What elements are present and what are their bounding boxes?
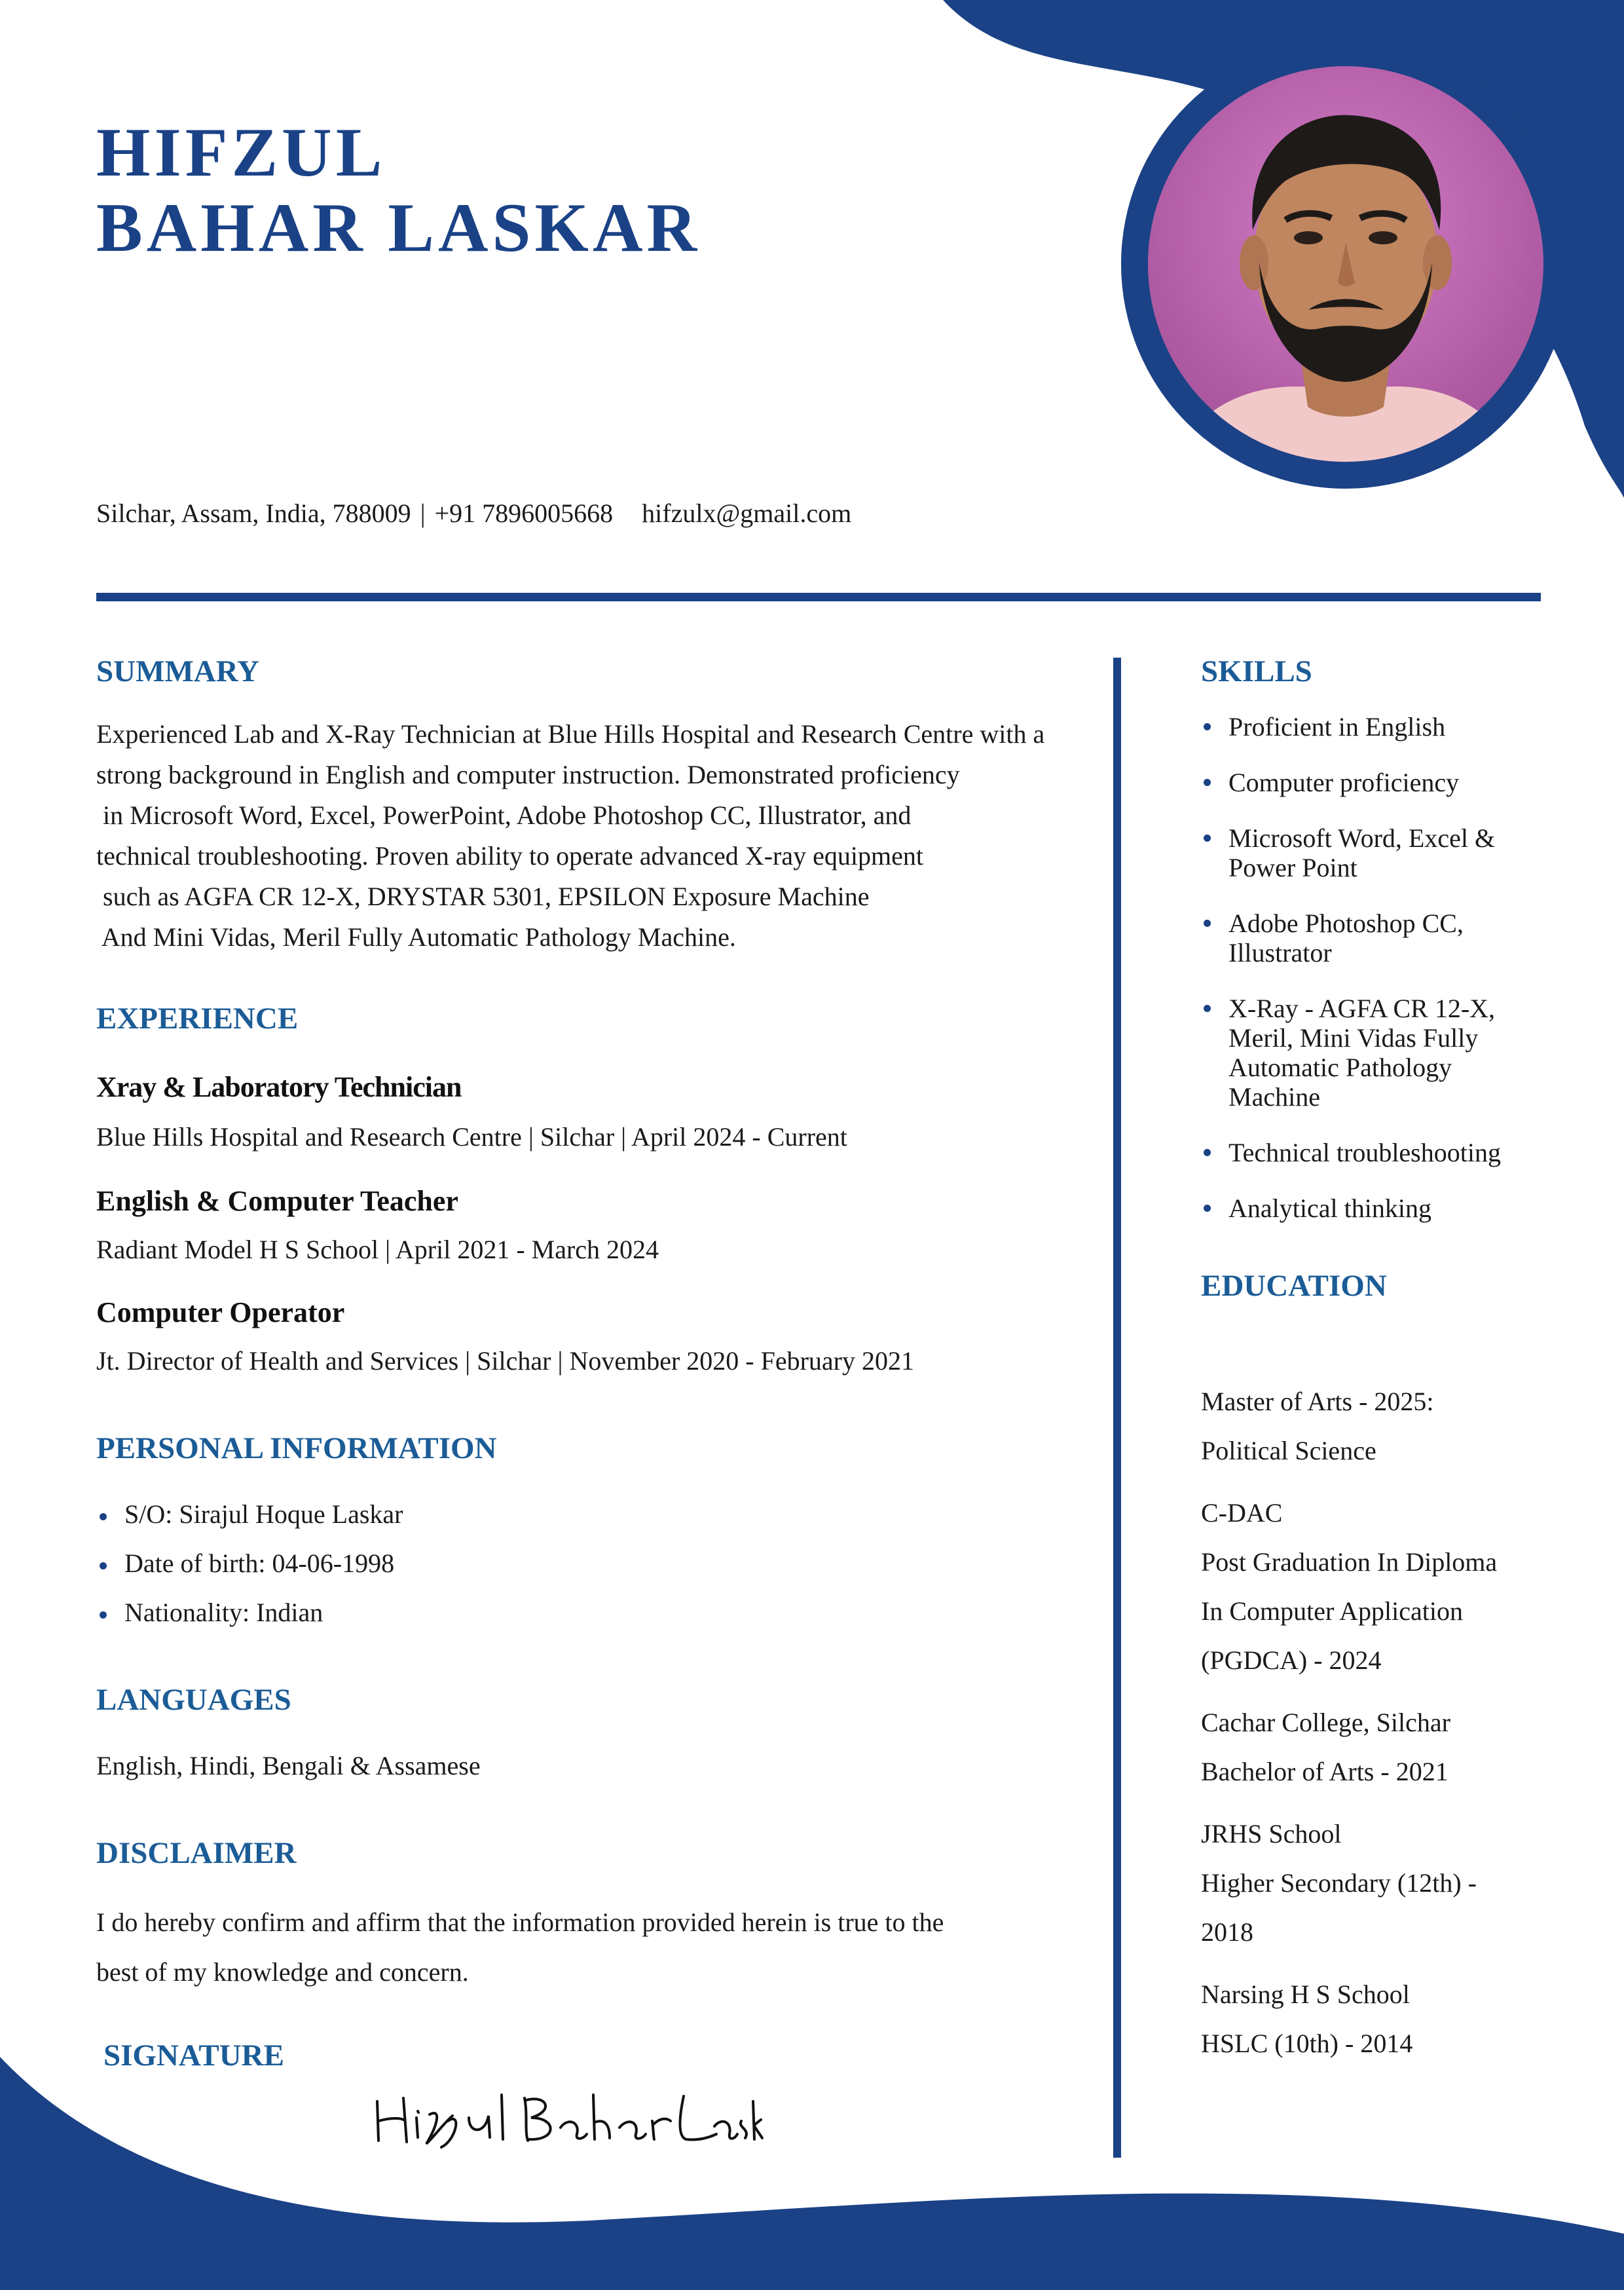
list-item: Nationality: Indian: [124, 1597, 403, 1646]
portrait-illustration: [1148, 66, 1543, 462]
disclaimer-text: [96, 1898, 944, 1997]
summary-line: such as AGFA CR 12-X, DRYSTAR 5301, EPSILON Exposure Machine: [96, 882, 870, 911]
education-entry: Master of Arts - 2025: Political Science: [1201, 1387, 1434, 1465]
disclaimer-line: I do hereby confirm and affirm that the information provided herein is true to the: [96, 1907, 944, 1937]
handwritten-signature: [371, 2082, 764, 2154]
bullet-dot-icon: [1204, 779, 1211, 786]
list-item: Technical troubleshooting: [1228, 1138, 1530, 1167]
languages-text: English, Hindi, Bengali & Assamese: [96, 1751, 481, 1780]
job-title: English & Computer Teacher: [96, 1185, 458, 1217]
skills-list: [1228, 712, 1530, 1249]
signature-heading: SIGNATURE: [103, 2038, 284, 2073]
list-item: Date of birth: 04-06-1998: [124, 1548, 403, 1597]
bottom-wave: [0, 2057, 1624, 2290]
bullet-dot-icon: [1204, 1005, 1211, 1012]
list-item: X-Ray - AGFA CR 12-X, Meril, Mini Vidas Fully Automatic Pathology Machine: [1228, 994, 1530, 1112]
bullet-dot-icon: [1204, 835, 1211, 842]
disclaimer-heading: DISCLAIMER: [96, 1836, 297, 1870]
personal-information-list: [124, 1499, 403, 1646]
job-detail: Jt. Director of Health and Services | Silchar | November 2020 - February 2021: [96, 1346, 915, 1376]
list-item: Analytical thinking: [1228, 1193, 1530, 1223]
list-item: S/O: Sirajul Hoque Laskar: [124, 1499, 403, 1548]
summary-line: strong background in English and computer instruction. Demonstrated proficiency: [96, 760, 960, 789]
bullet-dot-icon: [100, 1562, 107, 1569]
header-divider: [96, 593, 1541, 601]
job-detail: Blue Hills Hospital and Research Centre | Silchar | April 2024 - Current: [96, 1122, 847, 1152]
skills-heading: SKILLS: [1201, 654, 1312, 688]
list-item: Computer proficiency: [1228, 768, 1530, 797]
summary-heading: SUMMARY: [96, 654, 259, 688]
disclaimer-line: best of my knowledge and concern.: [96, 1957, 469, 1987]
column-divider: [1113, 658, 1121, 2158]
list-item: Adobe Photoshop CC, Illustrator: [1228, 909, 1530, 967]
experience-heading: EXPERIENCE: [96, 1002, 299, 1036]
bullet-dot-icon: [100, 1611, 107, 1619]
bullet-dot-icon: [100, 1513, 107, 1520]
contact-separator: |: [420, 498, 426, 528]
summary-line: in Microsoft Word, Excel, PowerPoint, Adobe Photoshop CC, Illustrator, and: [96, 800, 912, 830]
job-title: Computer Operator: [96, 1296, 345, 1328]
education-list: [1201, 1377, 1497, 2081]
education-entry: JRHS School Higher Secondary (12th) - 2018: [1201, 1819, 1477, 1947]
name-first-line: HIFZUL: [96, 114, 386, 191]
email-address: hifzulx@gmail.com: [642, 498, 852, 528]
contact-line: [96, 498, 851, 529]
education-entry: Narsing H S School HSLC (10th) - 2014: [1201, 1980, 1413, 2058]
job-detail: Radiant Model H S School | April 2021 - March 2024: [96, 1235, 659, 1264]
phone-number: +91 7896005668: [434, 498, 614, 528]
education-entry: Cachar College, Silchar Bachelor of Arts - 2021: [1201, 1708, 1450, 1786]
address: Silchar, Assam, India, 788009: [96, 498, 411, 528]
summary-line: Experienced Lab and X-Ray Technician at Blue Hills Hospital and Research Centre with a: [96, 719, 1045, 749]
name-second-line: BAHAR LASKAR: [96, 189, 701, 266]
languages-heading: LANGUAGES: [96, 1683, 291, 1717]
education-entry: C-DAC Post Graduation In Diploma In Computer Application (PGDCA) - 2024: [1201, 1498, 1498, 1675]
summary-text: [96, 714, 1044, 958]
summary-line: technical troubleshooting. Proven ability to operate advanced X-ray equipment: [96, 841, 923, 871]
profile-photo: [1148, 66, 1543, 462]
bullet-dot-icon: [1204, 920, 1211, 927]
bullet-dot-icon: [1204, 723, 1211, 730]
job-title: Xray & Laboratory Technician: [96, 1071, 462, 1103]
bullet-dot-icon: [1204, 1149, 1211, 1156]
signature-image: [371, 2082, 764, 2154]
education-heading: EDUCATION: [1201, 1269, 1387, 1303]
summary-line: And Mini Vidas, Meril Fully Automatic Pathology Machine.: [96, 922, 736, 952]
list-item: Microsoft Word, Excel & Power Point: [1228, 823, 1530, 882]
personal-information-heading: PERSONAL INFORMATION: [96, 1431, 497, 1465]
list-item: Proficient in English: [1228, 712, 1530, 741]
bullet-dot-icon: [1204, 1205, 1211, 1212]
